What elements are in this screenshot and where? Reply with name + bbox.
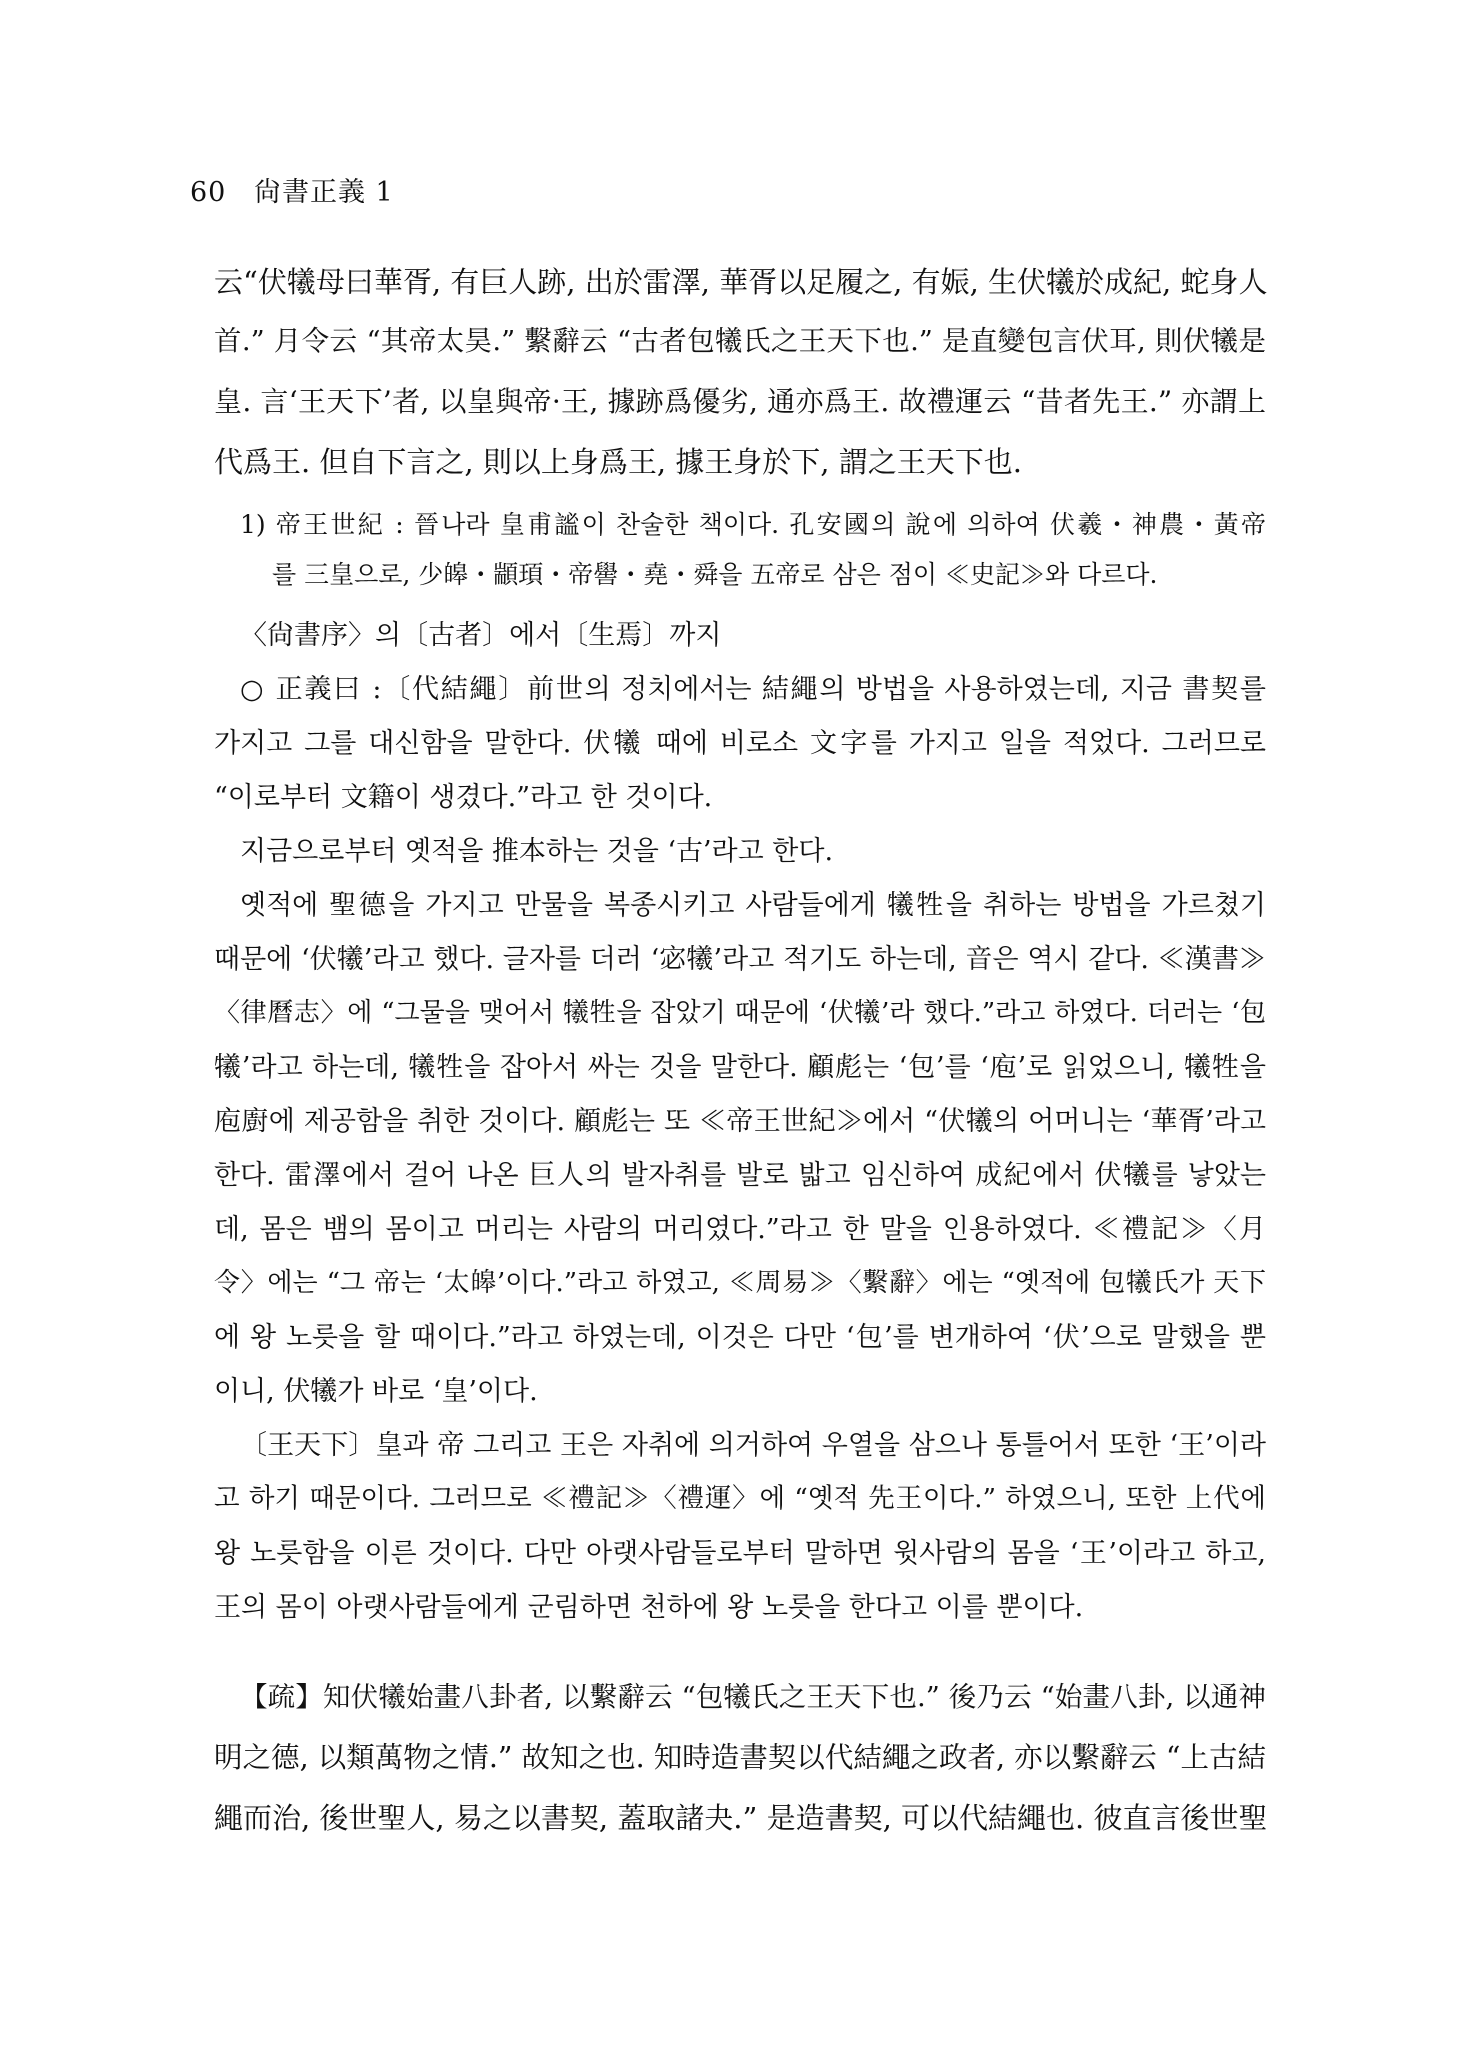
- commentary-line: 【疏】知伏犧始畫八卦者, 以繫辭云 “包犧氏之王天下也.” 後乃云 “始畫八卦, 以通神: [240, 1681, 1266, 1713]
- text-line: 犧’라고 하는데, 犧牲을 잡아서 싸는 것을 말한다. 顧彪는 ‘包’를 ‘庖’로 읽었으니, 犧牲을: [214, 1052, 1266, 1083]
- text-line: 지금으로부터 옛적을 推本하는 것을 ‘古’라고 한다.: [240, 836, 834, 867]
- text-line: 옛적에 聖德을 가지고 만물을 복종시키고 사람들에게 犧牲을 취하는 방법을 가르쳤기: [240, 890, 1266, 921]
- text-line: 皇. 言‘王天下’者, 以皇與帝·王, 據跡爲優劣, 通亦爲王. 故禮運云 “昔者先王.” 亦謂上: [214, 385, 1266, 418]
- text-line: 에 왕 노릇을 할 때이다.”라고 하였는데, 이것은 다만 ‘包’를 변개하여 ‘伏’으로 말했을 뿐: [214, 1322, 1266, 1353]
- text-line: 王의 몸이 아랫사람들에게 군림하면 천하에 왕 노릇을 한다고 이를 뿐이다.: [214, 1592, 1084, 1623]
- running-header: [190, 170, 394, 209]
- text-line: 때문에 ‘伏犧’라고 했다. 글자를 더러 ‘宓犧’라고 적기도 하는데, 音은 역시 같다. ≪漢書≫: [214, 944, 1266, 975]
- section-heading: 〈尙書序〉의〔古者〕에서〔生焉〕까지: [240, 620, 722, 651]
- text-line: 가지고 그를 대신함을 말한다. 伏犧 때에 비로소 文字를 가지고 일을 적었다. 그러므로: [214, 728, 1266, 759]
- commentary-line: 明之德, 以類萬物之情.” 故知之也. 知時造書契以代結繩之政者, 亦以繫辭云 “上古結: [214, 1741, 1266, 1774]
- text-line: 데, 몸은 뱀의 몸이고 머리는 사람의 머리였다.”라고 한 말을 인용하였다. ≪禮記≫〈月: [214, 1214, 1266, 1245]
- text-line: 고 하기 때문이다. 그러므로 ≪禮記≫〈禮運〉에 “옛적 先王이다.” 하였으니, 또한 上代에: [214, 1483, 1266, 1514]
- commentary-line: 繩而治, 後世聖人, 易之以書契, 蓋取諸夬.” 是造書契, 可以代結繩也. 彼直言後世聖: [214, 1801, 1268, 1835]
- text-line: 首.” 月令云 “其帝太昊.” 繫辭云 “古者包犧氏之王天下也.” 是直變包言伏耳, 則伏犧是: [214, 325, 1266, 357]
- book-title: 尙書正義 1: [253, 177, 394, 208]
- text-line: 庖廚에 제공함을 취한 것이다. 顧彪는 또 ≪帝王世紀≫에서 “伏犧의 어머니는 ‘華胥’라고: [214, 1106, 1266, 1137]
- text-line: 한다. 雷澤에서 걸어 나온 巨人의 발자취를 발로 밟고 임신하여 成紀에서 伏犧를 낳았는: [214, 1160, 1266, 1191]
- text-line: 왕 노릇함을 이른 것이다. 다만 아랫사람들로부터 말하면 윗사람의 몸을 ‘王’이라고 하고,: [214, 1538, 1266, 1569]
- footnote-line: 를 三皇으로, 少皞・顓頊・帝嚳・堯・舜을 五帝로 삼은 점이 ≪史記≫와 다르다.: [272, 560, 1158, 589]
- page-number: 60: [190, 177, 227, 208]
- text-line: 이니, 伏犧가 바로 ‘皇’이다.: [214, 1376, 538, 1407]
- footnote-line: 1) 帝王世紀 : 晉나라 皇甫謐이 찬술한 책이다. 孔安國의 說에 의하여 伏羲・神農・黃帝: [240, 510, 1266, 539]
- text-line: 代爲王. 但自下言之, 則以上身爲王, 據王身於下, 謂之王天下也.: [214, 445, 1022, 479]
- text-line: 〈律曆志〉에 “그물을 맺어서 犧牲을 잡았기 때문에 ‘伏犧’라 했다.”라고 하였다. 더러는 ‘包: [214, 998, 1266, 1028]
- text-line: “이로부터 文籍이 생겼다.”라고 한 것이다.: [214, 782, 713, 813]
- text-line: 令〉에는 “그 帝는 ‘太皞’이다.”라고 하였고, ≪周易≫〈繫辭〉에는 “옛적에 包犧氏가 天下: [214, 1268, 1266, 1298]
- text-line: 云“伏犧母曰華胥, 有巨人跡, 出於雷澤, 華胥以足履之, 有娠, 生伏犧於成紀, 蛇身人: [214, 265, 1268, 299]
- text-line: ○ 正義曰 :〔代結繩〕前世의 정치에서는 結繩의 방법을 사용하였는데, 지금 書契를: [240, 674, 1266, 705]
- text-line: 〔王天下〕皇과 帝 그리고 王은 자취에 의거하여 우열을 삼으나 통틀어서 또한 ‘王’이라: [240, 1430, 1266, 1461]
